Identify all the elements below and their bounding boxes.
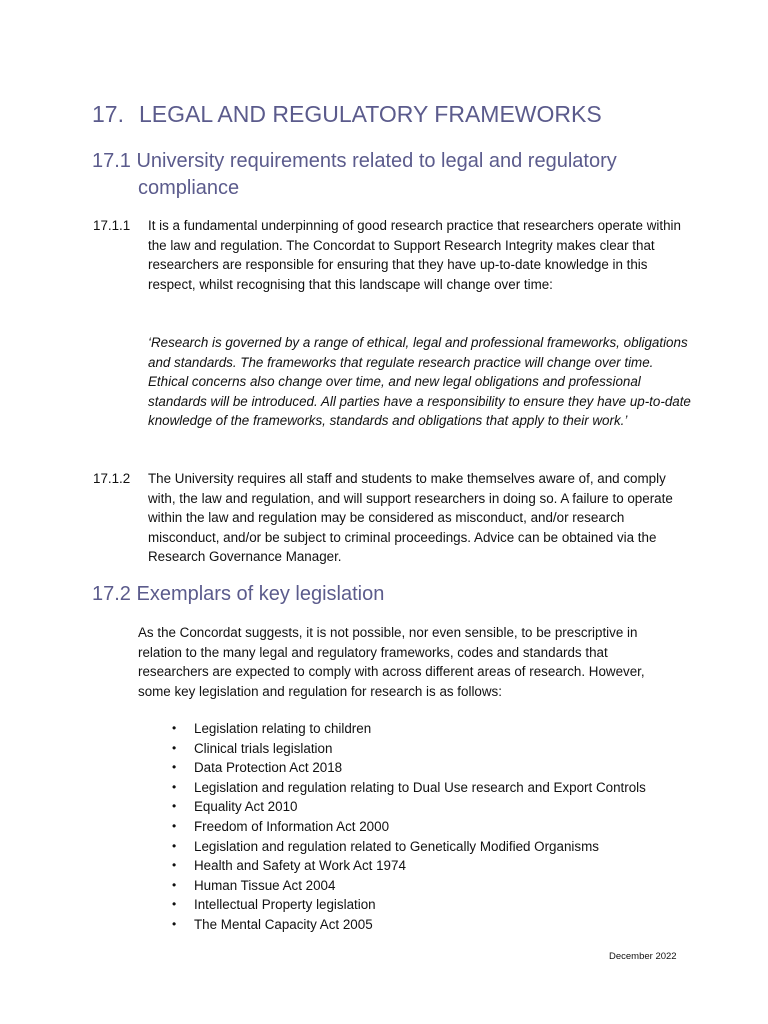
legislation-list-item [168,778,646,798]
legislation-list-item [168,758,646,778]
subsection-heading-17-1 [92,148,692,202]
paragraph-number-17-1-1: 17.1.1 [93,218,131,233]
legislation-list-item [168,739,646,759]
legislation-item-text: The Mental Capacity Act 2005 [194,916,373,932]
paragraph-17-1-2: The University requires all staff and students to make themselves aware of, and comply with, the law and regulation, and will support researchers in doing so. A failure to operate within the law and regulation may be considered as misconduct, and/or research misconduct, and/or be subject to criminal proceedings. Advice can be obtained via the Research Governance Manager. [148,471,673,565]
bullet-icon: • [172,721,177,735]
legislation-list-item [168,915,646,935]
paragraph-number-17-1-2: 17.1.2 [93,471,131,486]
legislation-item-text: Health and Safety at Work Act 1974 [194,858,406,874]
subsection-heading-line2: compliance [138,177,240,199]
bullet-icon: • [172,760,177,775]
subsection-heading-line1: 17.1 University requirements related to legal and regulatory [92,150,617,172]
legislation-item-text: Legislation and regulation relating to Dual Use research and Export Controls [194,779,646,795]
legislation-list-item [168,895,646,915]
legislation-item-text: Intellectual Property legislation [194,897,376,913]
legislation-item-text: Equality Act 2010 [194,799,298,815]
legislation-list-item [168,837,646,857]
bullet-icon: • [172,858,177,873]
bullet-icon: • [172,897,177,912]
bullet-icon: • [172,916,177,931]
legislation-list-item [168,719,646,739]
bullet-icon: • [172,779,177,794]
bullet-icon: • [172,838,177,853]
section-heading [92,101,602,128]
legislation-list [168,719,646,935]
bullet-icon: • [172,740,177,755]
section-number: 17. [92,101,124,127]
legislation-item-text: Freedom of Information Act 2000 [194,818,390,834]
legislation-list-item [168,817,646,837]
legislation-list-item [168,876,646,896]
bullet-icon: • [172,877,177,892]
bullet-icon: • [172,799,177,814]
bullet-icon: • [172,818,177,833]
section-title: LEGAL AND REGULATORY FRAMEWORKS [139,101,602,127]
footer-date: December 2022 [609,951,677,962]
legislation-item-text: Human Tissue Act 2004 [194,877,336,893]
legislation-item-text: Data Protection Act 2018 [194,760,343,776]
concordat-quote: ‘Research is governed by a range of ethical, legal and professional frameworks, obligations and standards. The frameworks that regulate research practice will change over time. Ethical concerns also change over time, and new legal obligations and professional standards will be introduced. All parties have a responsibility to ensure they have up-to-date knowledge of the frameworks, standards and obligations that apply to their work.’ [148,335,691,429]
legislation-item-text: Legislation relating to children [194,721,372,736]
paragraph-17-1-1: It is a fundamental underpinning of good research practice that researchers operate within the law and regulation. The Concordat to Support Research Integrity makes clear that researchers are responsible for ensuring that they have up-to-date knowledge in this respect, whilst recognising that this landscape will change over time: [148,218,681,292]
legislation-list-item [168,856,646,876]
legislation-item-text: Legislation and regulation related to Genetically Modified Organisms [194,838,599,854]
legislation-item-text: Clinical trials legislation [194,740,333,756]
legislation-list-item [168,797,646,817]
paragraph-17-2: As the Concordat suggests, it is not possible, nor even sensible, to be prescriptive in relation to the many legal and regulatory frameworks, codes and standards that researchers are expected to comply with across different areas of research. However, some key legislation and regulation for research is as follows: [138,625,645,699]
subsection-heading-17-2: 17.2 Exemplars of key legislation [92,583,385,605]
